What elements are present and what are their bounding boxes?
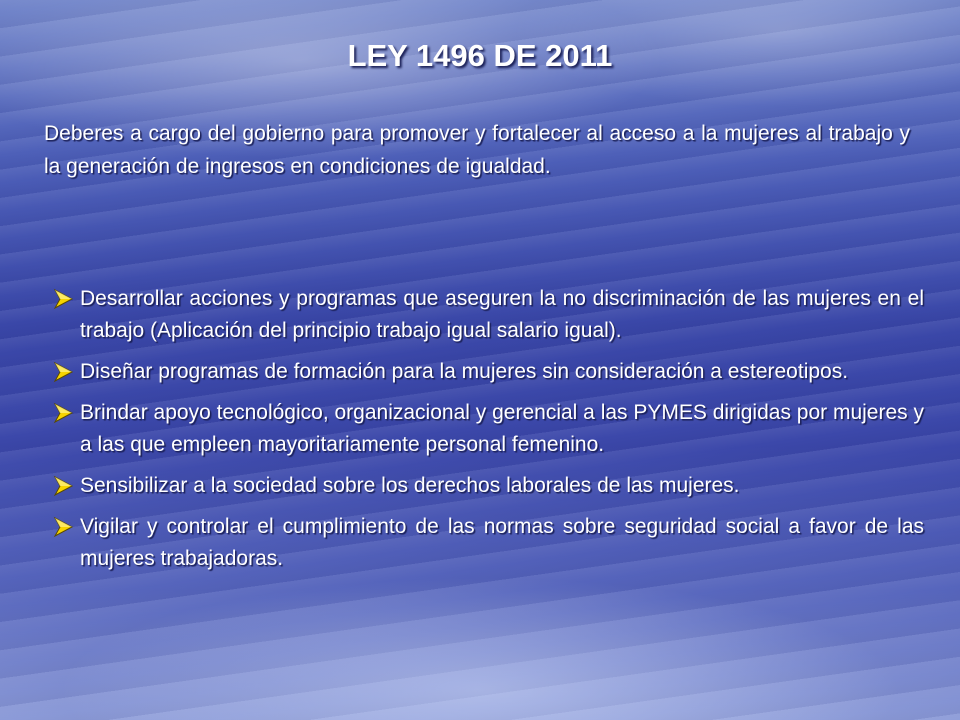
list-item — [52, 470, 924, 502]
slide-title: LEY 1496 DE 2011 — [347, 38, 613, 73]
bullet-text: Brindar apoyo tecnológico, organizacional y gerencial a las PYMES dirigidas por mujeres y a las que empleen mayoritariamente personal femenino. — [80, 401, 924, 456]
intro-paragraph: Deberes a cargo del gobierno para promover y fortalecer al acceso a la mujeres al trabajo y la generación de ingresos en condiciones de igualdad. — [44, 122, 910, 178]
list-item — [52, 397, 924, 461]
list-item — [52, 356, 924, 388]
arrowhead-bullet-icon — [52, 475, 74, 497]
bullet-list — [52, 283, 924, 584]
bullet-text: Vigilar y controlar el cumplimiento de las normas sobre seguridad social a favor de las mujeres trabajadoras. — [80, 515, 924, 570]
arrowhead-bullet-icon — [52, 402, 74, 424]
arrowhead-bullet-icon — [52, 361, 74, 383]
arrowhead-bullet-icon — [52, 516, 74, 538]
list-item — [52, 511, 924, 575]
bullet-text: Diseñar programas de formación para la mujeres sin consideración a estereotipos. — [80, 360, 849, 383]
arrowhead-bullet-icon — [52, 288, 74, 310]
bullet-text: Desarrollar acciones y programas que aseguren la no discriminación de las mujeres en el trabajo (Aplicación del principio trabajo igual salario igual). — [80, 287, 924, 342]
list-item — [52, 283, 924, 347]
bullet-text: Sensibilizar a la sociedad sobre los derechos laborales de las mujeres. — [80, 474, 740, 497]
